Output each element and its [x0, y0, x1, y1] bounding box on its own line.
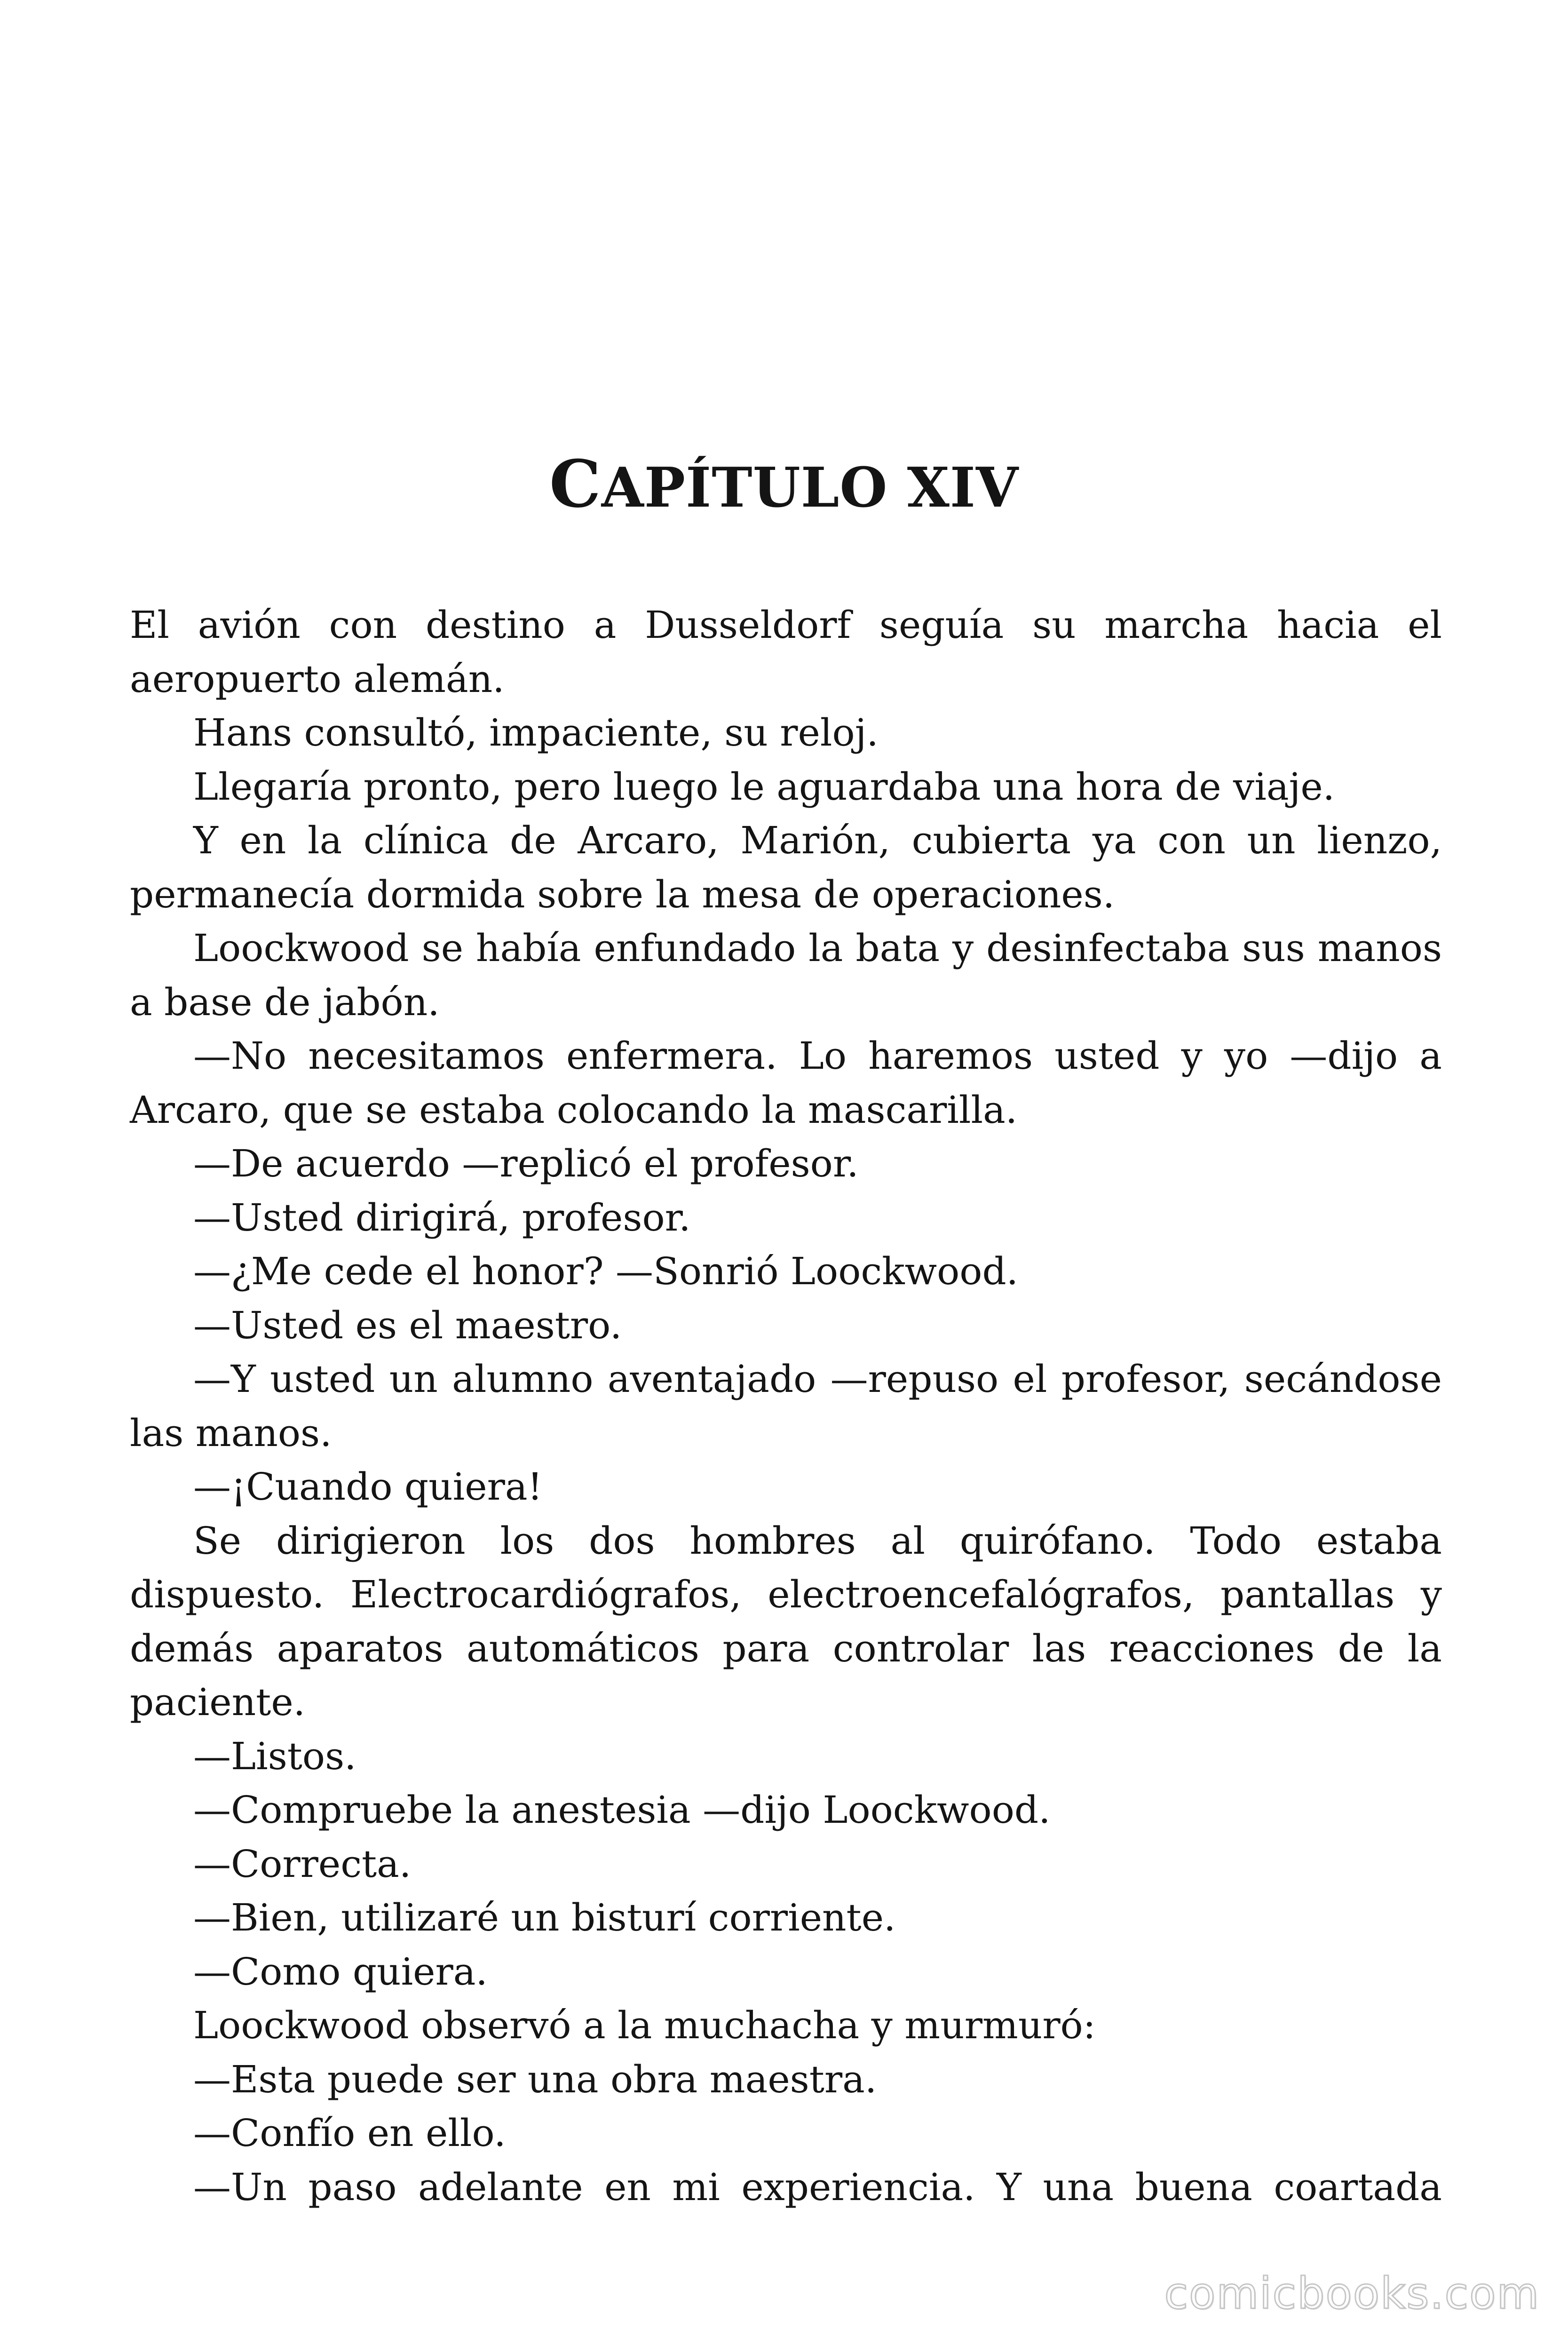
paragraph: —Confío en ello.	[193, 2111, 506, 2155]
paragraph: —Esta puede ser una obra maestra.	[193, 2057, 877, 2101]
paragraph: Llegaría pronto, pero luego le aguardaba una hora de viaje.	[193, 764, 1335, 809]
chapter-title	[0, 445, 1568, 522]
paragraph: —Un paso adelante en mi experiencia. Y una buena coartada	[193, 2165, 1442, 2209]
paragraph: Se dirigieron los dos hombres al quirófano. Todo estaba dispuesto. Electrocardiógrafos, electroencefalógrafos, pantallas y demás aparatos automáticos para controlar las reacciones de la paciente.	[130, 1518, 1442, 1724]
paragraph: —Correcta.	[193, 1842, 412, 1886]
watermark-text: comicbooks.com	[1164, 2268, 1540, 2319]
paragraph: El avión con destino a Dusseldorf seguía su marcha hacia el aeropuerto alemán.	[130, 603, 1442, 701]
paragraph: —Usted es el maestro.	[193, 1303, 622, 1347]
paragraph: —¡Cuando quiera!	[193, 1465, 543, 1509]
chapter-title-initial: C	[549, 445, 602, 522]
paragraph: —No necesitamos enfermera. Lo haremos usted y yo —dijo a Arcaro, que se estaba colocando la mascarilla.	[130, 1034, 1442, 1132]
paragraph: —¿Me cede el honor? —Sonrió Loockwood.	[193, 1249, 1019, 1293]
paragraph: —Y usted un alumno aventajado —repuso el profesor, secándose las manos.	[130, 1357, 1442, 1455]
chapter-text	[130, 598, 1442, 2214]
paragraph: —Listos.	[193, 1734, 356, 1778]
paragraph: —Compruebe la anestesia —dijo Loockwood.	[193, 1788, 1051, 1832]
paragraph: Hans consultó, impaciente, su reloj.	[193, 711, 879, 755]
paragraph: —Usted dirigirá, profesor.	[193, 1195, 691, 1240]
paragraph: Loockwood se había enfundado la bata y desinfectaba sus manos a base de jabón.	[130, 926, 1442, 1024]
paragraph: Loockwood observó a la muchacha y murmuró:	[193, 2003, 1096, 2047]
paragraph: —De acuerdo —replicó el profesor.	[193, 1142, 859, 1185]
paragraph: Y en la clínica de Arcaro, Marión, cubierta ya con un lienzo, permanecía dormida sobre la mesa de operaciones.	[130, 818, 1442, 916]
paragraph: —Como quiera.	[193, 1949, 488, 1994]
chapter-title-rest: APÍTULO XIV	[601, 456, 1019, 520]
paragraph: —Bien, utilizaré un bisturí corriente.	[193, 1896, 896, 1939]
